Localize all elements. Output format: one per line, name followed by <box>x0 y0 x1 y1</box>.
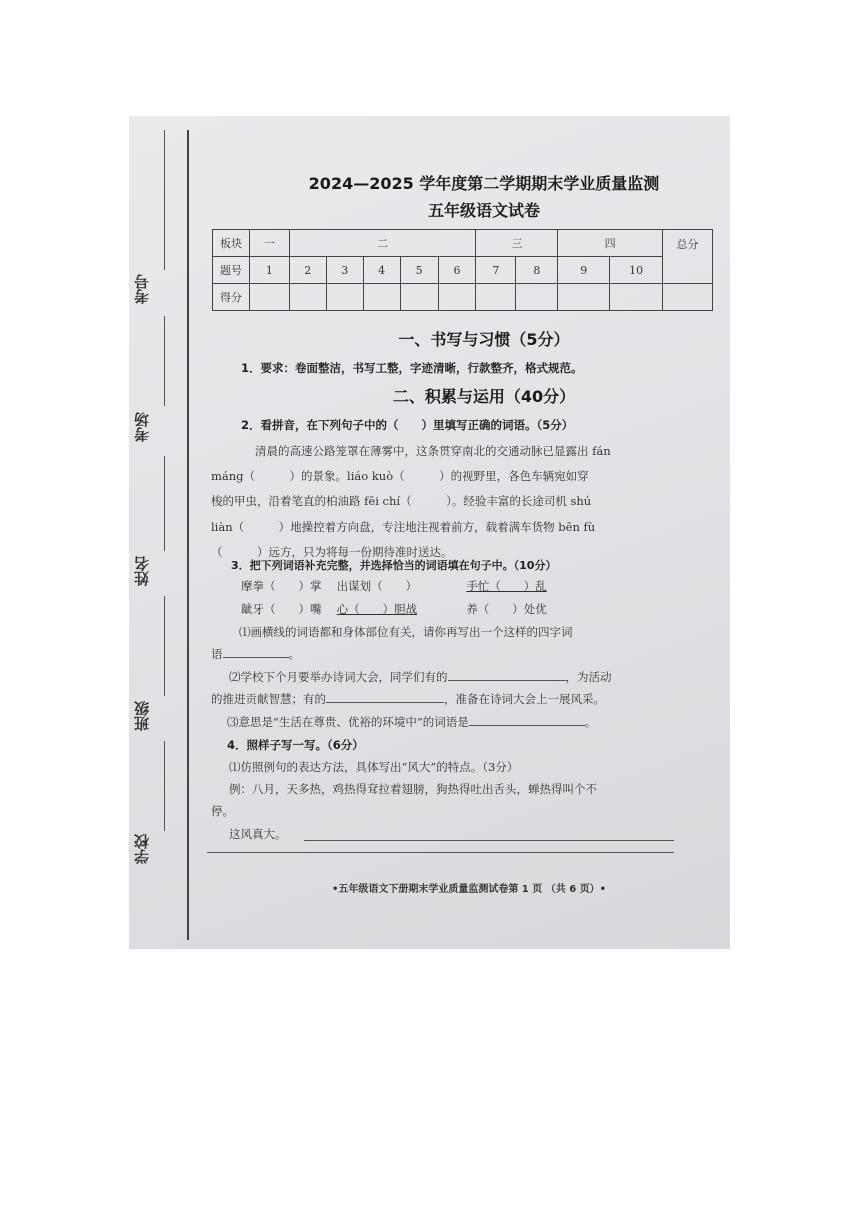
total-label: 总分 <box>663 230 713 284</box>
exam-room-label: 考场 <box>133 412 151 442</box>
school-line <box>164 741 165 831</box>
score-cell[interactable] <box>558 284 610 311</box>
name-label: 姓名 <box>133 556 151 586</box>
q3-title: 3．把下列词语补充完整，并选择恰当的词语填在句子中。（10分） <box>231 559 557 572</box>
q3-sub2-text2: 的推进贡献智慧；有的 <box>211 692 326 706</box>
q3-sub2 <box>229 669 730 685</box>
q3-sub3: ⑶意思是“生活在尊贵、优裕的环境中”的词语是 。 <box>227 715 597 729</box>
word-blank[interactable]: 龇牙（ ）嘴 <box>241 602 322 616</box>
q2-line: （ ）远方，只为将每一份期待准时送达。 <box>211 545 453 559</box>
score-cell[interactable] <box>476 284 516 311</box>
score-cell[interactable] <box>400 284 438 311</box>
score-cell[interactable] <box>363 284 400 311</box>
q2-title: 2．看拼音，在下列句子中的（ ）里填写正确的词语。（5分） <box>241 418 574 432</box>
score-cell[interactable] <box>610 284 663 311</box>
section-4: 四 <box>558 230 663 257</box>
question-number: 1 <box>249 257 289 284</box>
score-cell[interactable] <box>516 284 558 311</box>
question-number: 5 <box>400 257 438 284</box>
q3-words-row2 <box>241 601 730 617</box>
q3-sub2-text: ⑵学校下个月要举办诗词大会，同学们有的 <box>229 670 448 684</box>
part2-heading: 二、积累与运用（40分） <box>392 387 576 406</box>
binding-line <box>187 130 189 940</box>
answer-line[interactable] <box>469 714 585 726</box>
section-2: 二 <box>289 230 476 257</box>
total-score-cell[interactable] <box>663 284 713 311</box>
exam-no-label: 考号 <box>133 274 151 304</box>
score-cell[interactable] <box>289 284 326 311</box>
exam-no-line <box>164 130 165 270</box>
word-blank-underlined[interactable]: 手忙（ ）乱 <box>466 579 547 593</box>
class-label: 班级 <box>133 701 151 731</box>
q4-example: 例：八月，天多热，鸡热得耷拉着翅膀，狗热得吐出舌头，蝉热得叫个不 <box>229 782 597 796</box>
answer-line[interactable] <box>326 691 444 703</box>
q2-line: 梭的甲虫，沿着笔直的柏油路 fēi chí（ ）。经验丰富的长途司机 shú <box>211 494 592 508</box>
score-cell[interactable] <box>326 284 363 311</box>
number-label: 题号 <box>213 257 250 284</box>
score-table-row-numbers <box>213 257 713 284</box>
section-label: 板块 <box>213 230 250 257</box>
question-number: 3 <box>326 257 363 284</box>
word-blank[interactable]: 养（ ）处优 <box>466 602 547 616</box>
q3-sub3-text: ⑶意思是“生活在尊贵、优裕的环境中”的词语是 <box>227 715 469 729</box>
part1-heading: 一、书写与习惯（5分） <box>398 330 570 349</box>
score-cell[interactable] <box>249 284 289 311</box>
answer-line[interactable] <box>207 852 674 853</box>
score-table-row-sections <box>213 230 713 257</box>
exam-title: 2024—2025 学年度第二学期期末学业质量监测 <box>308 174 660 193</box>
q1-text: 1．要求：卷面整洁，书写工整，字迹清晰，行款整齐，格式规范。 <box>241 361 583 375</box>
school-label: 学校 <box>133 834 151 864</box>
q3-sub2-cont <box>211 691 721 707</box>
class-line <box>164 596 165 696</box>
q3-sub1-end: 语 。 <box>211 647 300 661</box>
page-footer: •五年级语文下册期末学业质量监测试卷第 1 页 （共 6 页）• <box>331 884 607 895</box>
question-number: 7 <box>476 257 516 284</box>
q4-title: 4．照样子写一写。（6分） <box>227 738 364 752</box>
score-table-row-scores <box>213 284 713 311</box>
q3-sub2-text2-end: ，准备在诗词大会上一展风采。 <box>444 692 605 706</box>
question-number: 10 <box>610 257 663 284</box>
score-label: 得分 <box>213 284 250 311</box>
question-number: 8 <box>516 257 558 284</box>
question-number: 4 <box>363 257 400 284</box>
answer-line[interactable] <box>223 646 289 658</box>
score-cell[interactable] <box>438 284 476 311</box>
word-blank[interactable]: 出谋划（ ） <box>336 579 418 593</box>
word-blank[interactable]: 摩拳（ ）掌 <box>241 579 322 593</box>
exam-room-line <box>164 316 165 406</box>
answer-line[interactable] <box>448 669 566 681</box>
section-1: 一 <box>249 230 289 257</box>
q3-sub2-text-end: ，为活动 <box>565 670 612 684</box>
exam-paper-photo <box>129 116 730 949</box>
question-number: 2 <box>289 257 326 284</box>
question-number: 9 <box>558 257 610 284</box>
exam-subtitle: 五年级语文试卷 <box>427 201 540 220</box>
question-number: 6 <box>438 257 476 284</box>
word-blank-underlined[interactable]: 心（ ）胆战 <box>336 602 418 616</box>
q3-sub1: ⑴画横线的词语都和身体部位有关，请你再写出一个这样的四字词 <box>239 625 573 639</box>
q4-answer-start: 这风真大。 <box>229 827 287 841</box>
answer-line[interactable] <box>304 840 674 841</box>
q3-sub1-tail: 语 <box>211 647 223 661</box>
q3-words-row1 <box>241 578 730 594</box>
score-table <box>212 229 713 311</box>
q4-example-end: 停。 <box>211 804 234 818</box>
name-line <box>164 456 165 551</box>
q4-sub1: ⑴仿照例句的表达方法，具体写出“风大”的特点。（3分） <box>229 760 519 774</box>
q2-line: liàn（ ）地操控着方向盘，专注地注视着前方，载着满车货物 bēn fù <box>211 520 596 534</box>
q2-line: 清晨的高速公路笼罩在薄雾中，这条贯穿南北的交通动脉已显露出 fán <box>255 444 611 458</box>
q2-line: máng（ ）的景象。liáo kuò（ ）的视野里，各色车辆宛如穿 <box>211 469 589 483</box>
section-3: 三 <box>476 230 558 257</box>
